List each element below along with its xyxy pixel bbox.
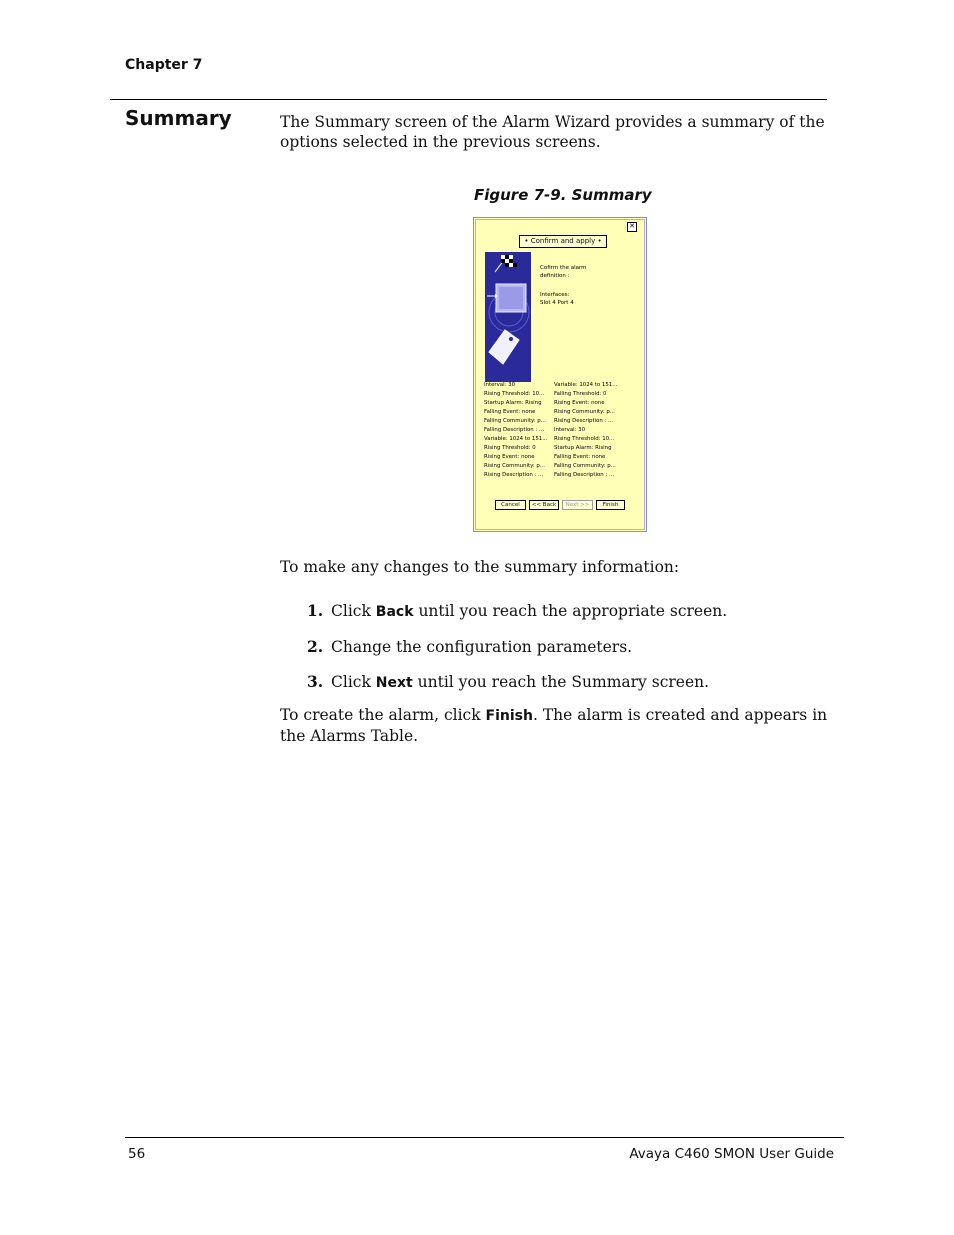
changes-intro: To make any changes to the summary information: [280,558,680,576]
summary-right-item: Startup Alarm: Rising [554,445,612,451]
interfaces-label: Interfaces: [540,292,570,298]
summary-right-item: Falling Description : ... [554,472,615,478]
chapter-label: Chapter 7 [125,57,203,73]
section-heading: Summary [125,106,232,130]
finish-text: To create the alarm, click [280,706,486,724]
ui-term: Back [375,604,414,620]
summary-left-item: Interval: 30 [484,382,516,388]
step-item [307,637,827,657]
ui-term: Finish [485,708,533,724]
wizard-step-title: • Confirm and apply • [519,235,607,248]
footer-rule [125,1137,844,1138]
ui-term: Next [375,675,413,691]
step-number: 3. [307,672,324,691]
header-rule [110,99,827,100]
step-item [307,601,827,622]
figure-caption: Figure 7-9. Summary [474,186,652,204]
summary-right-item: Falling Community: p... [554,463,616,469]
summary-left-item: Rising Threshold: 0 [484,445,536,451]
step-text: Click [331,602,376,620]
summary-right-item: Rising Community: p... [554,409,615,415]
finish-button[interactable]: Finish [596,500,625,510]
summary-left-item: Startup Alarm: Rising [484,400,542,406]
summary-right-item: Rising Description : ... [554,418,614,424]
finish-paragraph [280,705,830,746]
step-text: Click [331,673,376,691]
summary-left-item: Variable: 1024 to 151... [484,436,548,442]
summary-left-item: Rising Community: p... [484,463,545,469]
summary-left-item: Falling Event: none [484,409,536,415]
step-text: until you reach the appropriate screen. [413,602,728,620]
summary-right-item: Interval: 30 [554,427,586,433]
wizard-illustration [485,252,531,382]
back-button[interactable]: << Back [529,500,559,510]
step-number: 1. [307,601,324,620]
alarm-wizard-screenshot [473,217,647,532]
close-icon[interactable]: ✕ [627,222,637,232]
step-number: 2. [307,637,324,656]
summary-left-item: Falling Description : ... [484,427,545,433]
intro-paragraph: The Summary screen of the Alarm Wizard provides a summary of the options selected in the previous screens. [280,113,825,151]
page-number: 56 [128,1146,146,1162]
summary-right-item: Falling Event: none [554,454,606,460]
step-text: until you reach the Summary screen. [412,673,710,691]
step-item [307,672,827,693]
summary-right-item: Rising Threshold: 10... [554,436,615,442]
summary-right-item: Rising Event: none [554,400,605,406]
finish-text: . The alarm is created and appears in the Alarms Table. [280,706,828,745]
document-title: Avaya C460 SMON User Guide [629,1146,834,1162]
next-button[interactable]: Next >> [562,500,593,510]
interfaces-value: Slot 4 Port 4 [540,300,574,306]
summary-left-item: Rising Event: none [484,454,535,460]
summary-left-item: Rising Threshold: 10... [484,391,545,397]
summary-right-item: Variable: 1024 to 151... [554,382,618,388]
summary-left-item: Falling Community: p... [484,418,546,424]
summary-right-item: Falling Threshold: 0 [554,391,607,397]
confirm-text: Cofirm the alarm definition : [540,265,587,279]
step-text: Change the configuration parameters. [331,638,633,656]
cancel-button[interactable]: Cancel [495,500,526,510]
summary-left-item: Rising Description : ... [484,472,544,478]
